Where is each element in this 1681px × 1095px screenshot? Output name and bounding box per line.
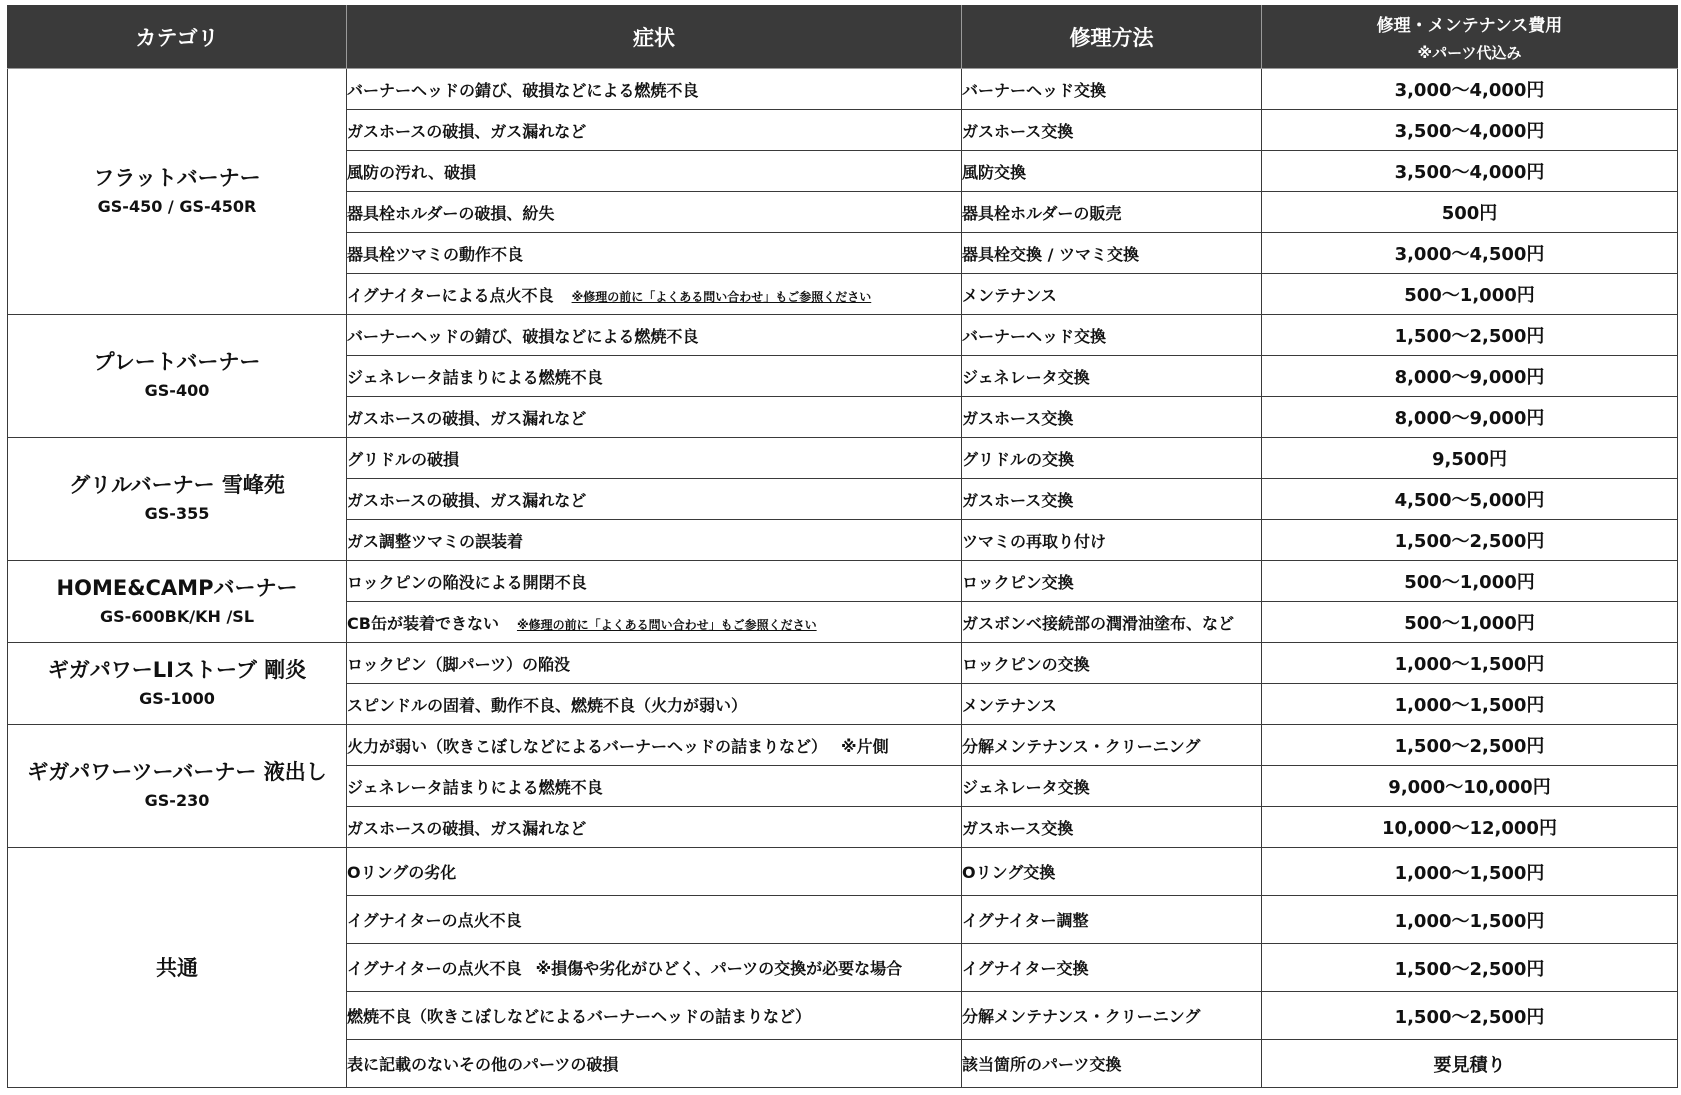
cost-cell: 1,000～1,500円 xyxy=(1262,896,1678,944)
symptom-cell xyxy=(347,110,962,151)
header-method: 修理方法 xyxy=(962,6,1262,69)
symptom-cell xyxy=(347,807,962,848)
table-row xyxy=(8,848,1678,896)
category-cell xyxy=(8,561,347,643)
method-cell: ガスホース交換 xyxy=(962,110,1262,151)
table-row xyxy=(8,69,1678,110)
symptom-text: CB缶が装着できない xyxy=(347,613,499,633)
category-cell xyxy=(8,438,347,561)
symptom-cell xyxy=(347,643,962,684)
symptom-cell xyxy=(347,479,962,520)
method-cell: ガスホース交換 xyxy=(962,397,1262,438)
cost-cell: 3,500～4,000円 xyxy=(1262,110,1678,151)
method-cell: ジェネレータ交換 xyxy=(962,356,1262,397)
category-name: フラットバーナー xyxy=(93,165,261,190)
symptom-text: スピンドルの固着、動作不良、燃焼不良（火力が弱い） xyxy=(347,695,748,715)
cost-cell: 1,000～1,500円 xyxy=(1262,643,1678,684)
symptom-cell xyxy=(347,520,962,561)
symptom-text: ガスホースの破損、ガス漏れなど xyxy=(347,818,587,838)
symptom-text: バーナーヘッドの錆び、破損などによる燃焼不良 xyxy=(347,326,699,346)
symptom-text: ジェネレータ詰まりによる燃焼不良 xyxy=(347,777,603,797)
symptom-cell xyxy=(347,151,962,192)
header-symptom: 症状 xyxy=(347,6,962,69)
symptom-text: 器具栓ツマミの動作不良 xyxy=(347,244,524,264)
category-cell xyxy=(8,69,347,315)
symptom-cell xyxy=(347,192,962,233)
cost-cell: 1,500～2,500円 xyxy=(1262,520,1678,561)
category-model: GS-450 / GS-450R xyxy=(97,196,257,216)
method-cell: メンテナンス xyxy=(962,684,1262,725)
cost-cell: 10,000～12,000円 xyxy=(1262,807,1678,848)
method-cell: イグナイター調整 xyxy=(962,896,1262,944)
category-model: GS-230 xyxy=(144,791,210,810)
method-cell: ガスホース交換 xyxy=(962,807,1262,848)
cost-cell: 500円 xyxy=(1262,192,1678,233)
category-model: GS-400 xyxy=(144,381,210,400)
table-row xyxy=(8,315,1678,356)
cost-cell: 1,000～1,500円 xyxy=(1262,848,1678,896)
method-cell: ロックピンの交換 xyxy=(962,643,1262,684)
cost-cell: 1,500～2,500円 xyxy=(1262,944,1678,992)
symptom-cell xyxy=(347,992,962,1040)
category-name: グリルバーナー 雪峰苑 xyxy=(69,473,285,497)
symptom-cell xyxy=(347,602,962,643)
category-model: GS-600BK/KH /SL xyxy=(99,606,255,626)
category-name: ギガパワーツーバーナー 液出し xyxy=(27,760,327,784)
symptom-cell xyxy=(347,944,962,992)
symptom-cell xyxy=(347,438,962,479)
cost-cell: 8,000～9,000円 xyxy=(1262,356,1678,397)
symptom-text: 火力が弱い（吹きこぼしなどによるバーナーヘッドの詰まりなど） xyxy=(347,736,828,756)
table-body xyxy=(8,69,1678,1088)
faq-reference-note[interactable]: ※修理の前に「よくある問い合わせ」もご参照ください xyxy=(516,617,817,632)
cost-cell: 要見積り xyxy=(1262,1040,1678,1088)
cost-cell: 500～1,000円 xyxy=(1262,561,1678,602)
cost-cell: 1,000～1,500円 xyxy=(1262,684,1678,725)
cost-cell: 3,000～4,500円 xyxy=(1262,233,1678,274)
category-cell xyxy=(8,643,347,725)
category-cell xyxy=(8,848,347,1088)
symptom-text: ガスホースの破損、ガス漏れなど xyxy=(347,408,587,428)
method-cell: ジェネレータ交換 xyxy=(962,766,1262,807)
table-row xyxy=(8,561,1678,602)
cost-cell: 1,500～2,500円 xyxy=(1262,992,1678,1040)
symptom-cell xyxy=(347,315,962,356)
header-category: カテゴリ xyxy=(8,6,347,69)
category-model: GS-1000 xyxy=(139,688,215,708)
symptom-note: ※損傷や劣化がひどく、パーツの交換が必要な場合 xyxy=(535,959,903,978)
symptom-cell xyxy=(347,561,962,602)
cost-cell: 4,500～5,000円 xyxy=(1262,479,1678,520)
cost-cell: 500～1,000円 xyxy=(1262,274,1678,315)
cost-cell: 500～1,000円 xyxy=(1262,602,1678,643)
table-row xyxy=(8,725,1678,766)
symptom-cell xyxy=(347,848,962,896)
method-cell: ツマミの再取り付け xyxy=(962,520,1262,561)
symptom-cell xyxy=(347,766,962,807)
symptom-cell xyxy=(347,725,962,766)
cost-cell: 3,500～4,000円 xyxy=(1262,151,1678,192)
symptom-text: イグナイターによる点火不良 xyxy=(347,285,554,305)
method-cell: ガスホース交換 xyxy=(962,479,1262,520)
symptom-text: ジェネレータ詰まりによる燃焼不良 xyxy=(347,367,603,387)
cost-cell: 8,000～9,000円 xyxy=(1262,397,1678,438)
method-cell: ロックピン交換 xyxy=(962,561,1262,602)
method-cell: Oリング交換 xyxy=(962,848,1262,896)
symptom-text: ロックピン（脚パーツ）の陥没 xyxy=(347,654,571,674)
symptom-text: 表に記載のないその他のパーツの破損 xyxy=(347,1055,619,1074)
cost-cell: 9,500円 xyxy=(1262,438,1678,479)
method-cell: 器具栓ホルダーの販売 xyxy=(962,192,1262,233)
category-cell xyxy=(8,315,347,438)
header-cost-sub: ※パーツ代込み xyxy=(1417,44,1522,62)
method-cell: バーナーヘッド交換 xyxy=(962,69,1262,110)
symptom-cell xyxy=(347,397,962,438)
symptom-note: ※片側 xyxy=(841,736,889,756)
symptom-cell xyxy=(347,69,962,110)
method-cell: ガスボンベ接続部の潤滑油塗布、など xyxy=(962,602,1262,643)
symptom-text: バーナーヘッドの錆び、破損などによる燃焼不良 xyxy=(347,80,699,100)
symptom-text: Oリングの劣化 xyxy=(347,863,457,882)
category-cell xyxy=(8,725,347,848)
method-cell: 分解メンテナンス・クリーニング xyxy=(962,725,1262,766)
symptom-text: グリドルの破損 xyxy=(347,449,460,469)
cost-cell: 3,000～4,000円 xyxy=(1262,69,1678,110)
symptom-cell xyxy=(347,1040,962,1088)
header-cost-main: 修理・メンテナンス費用 xyxy=(1376,16,1563,36)
category-name: HOME&CAMPバーナー xyxy=(56,575,298,600)
method-cell: メンテナンス xyxy=(962,274,1262,315)
symptom-cell xyxy=(347,356,962,397)
faq-reference-note[interactable]: ※修理の前に「よくある問い合わせ」もご参照ください xyxy=(571,289,872,304)
symptom-text: 燃焼不良（吹きこぼしなどによるバーナーヘッドの詰まりなど） xyxy=(347,1007,812,1026)
symptom-text: ガス調整ツマミの誤装着 xyxy=(347,531,524,551)
symptom-text: ガスホースの破損、ガス漏れなど xyxy=(347,490,587,510)
category-model: GS-355 xyxy=(144,504,210,523)
repair-cost-table xyxy=(7,5,1678,1088)
symptom-cell xyxy=(347,896,962,944)
category-name: 共通 xyxy=(156,955,198,980)
category-name: ギガパワーLIストーブ 剛炎 xyxy=(47,657,307,682)
symptom-text: ガスホースの破損、ガス漏れなど xyxy=(347,121,587,141)
symptom-cell xyxy=(347,684,962,725)
method-cell: 風防交換 xyxy=(962,151,1262,192)
table-row xyxy=(8,438,1678,479)
cost-cell: 1,500～2,500円 xyxy=(1262,315,1678,356)
category-name: プレートバーナー xyxy=(93,350,261,374)
method-cell: 分解メンテナンス・クリーニング xyxy=(962,992,1262,1040)
symptom-text: 器具栓ホルダーの破損、紛失 xyxy=(347,203,555,223)
method-cell: バーナーヘッド交換 xyxy=(962,315,1262,356)
symptom-text: ロックピンの陥没による開閉不良 xyxy=(347,572,587,592)
method-cell: 該当箇所のパーツ交換 xyxy=(962,1040,1262,1088)
cost-cell: 9,000～10,000円 xyxy=(1262,766,1678,807)
table-header-row xyxy=(8,6,1678,69)
cost-cell: 1,500～2,500円 xyxy=(1262,725,1678,766)
method-cell: イグナイター交換 xyxy=(962,944,1262,992)
symptom-cell xyxy=(347,233,962,274)
symptom-cell xyxy=(347,274,962,315)
method-cell: グリドルの交換 xyxy=(962,438,1262,479)
symptom-text: イグナイターの点火不良 xyxy=(347,959,522,978)
header-cost xyxy=(1262,6,1678,69)
symptom-text: イグナイターの点火不良 xyxy=(347,911,522,930)
method-cell: 器具栓交換 / ツマミ交換 xyxy=(962,233,1262,274)
symptom-text: 風防の汚れ、破損 xyxy=(347,162,476,182)
table-row xyxy=(8,643,1678,684)
